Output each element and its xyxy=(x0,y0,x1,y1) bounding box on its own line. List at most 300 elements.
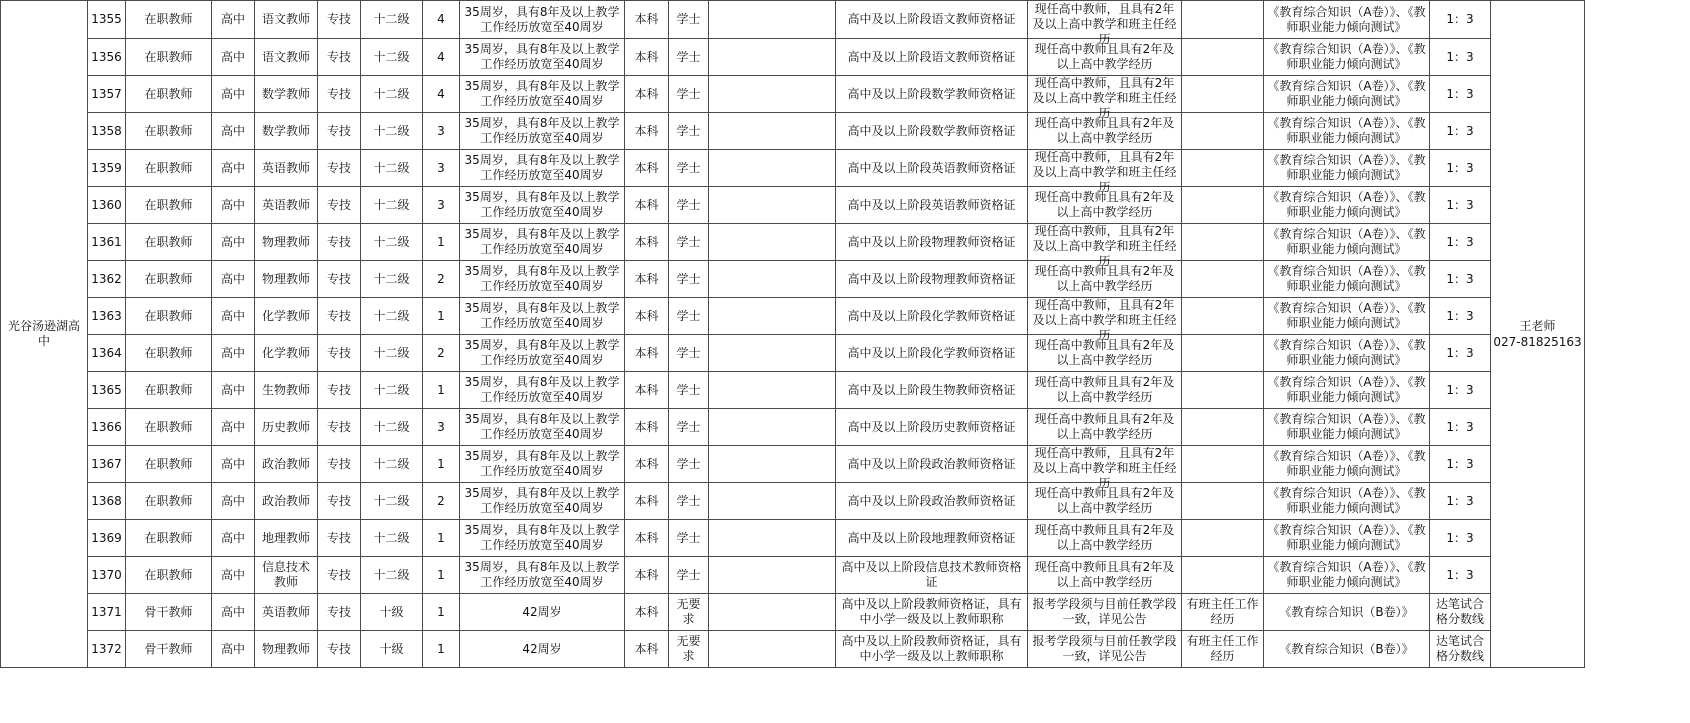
row-count-text: 1 xyxy=(437,567,445,582)
row-age-text: 35周岁，具有8年及以上教学工作经历放宽至40周岁 xyxy=(464,560,620,589)
row-requirement-text: 现任高中教师且具有2年及以上高中教学经历 xyxy=(1034,486,1175,515)
row-count-text: 1 xyxy=(437,456,445,471)
row-ratio-text: 1：3 xyxy=(1446,12,1474,26)
row-age xyxy=(460,520,625,557)
row-certificate xyxy=(836,520,1028,557)
row-category xyxy=(126,409,212,446)
row-level-text: 十二级 xyxy=(373,271,410,286)
row-ratio xyxy=(1430,520,1491,557)
row-education xyxy=(625,483,669,520)
row-post-text: 数学教师 xyxy=(261,123,310,138)
row-category-text: 在职教师 xyxy=(144,456,193,471)
row-age-text: 42周岁 xyxy=(522,641,562,656)
row-certificate-text: 高中及以上阶段化学教师资格证 xyxy=(847,345,1016,360)
row-requirement-text: 现任高中教师，且具有2年及以上高中教学和班主任经历 xyxy=(1032,76,1177,120)
row-extra xyxy=(1182,224,1264,261)
row-count xyxy=(423,631,460,668)
row-category-text: 在职教师 xyxy=(144,197,193,212)
row-degree-text: 学士 xyxy=(676,123,701,138)
row-category-text: 在职教师 xyxy=(144,86,193,101)
row-code xyxy=(88,76,126,113)
row-major xyxy=(709,483,836,520)
row-ratio xyxy=(1430,594,1491,631)
row-ratio xyxy=(1430,113,1491,150)
row-ratio xyxy=(1430,298,1491,335)
row-requirement xyxy=(1028,446,1182,490)
row-type-text: 专技 xyxy=(326,456,351,471)
row-ratio-text: 达笔试合格分数线 xyxy=(1435,597,1484,626)
row-level-text: 十二级 xyxy=(373,345,410,360)
row-major xyxy=(709,335,836,372)
row-code-text: 1360 xyxy=(91,197,122,212)
row-category-text: 在职教师 xyxy=(144,345,193,360)
row-exam-subject-text: 《教育综合知识（A卷）》、《教师职业能力倾向测试》 xyxy=(1267,42,1426,71)
row-age xyxy=(460,446,625,483)
row-exam-subject xyxy=(1264,594,1430,631)
row-post xyxy=(255,39,318,76)
row-post-text: 物理教师 xyxy=(261,234,310,249)
row-degree xyxy=(669,150,709,187)
row-post-text: 信息技术教师 xyxy=(261,560,310,589)
row-segment-text: 高中 xyxy=(220,123,245,138)
row-post xyxy=(255,1,318,39)
row-category xyxy=(126,224,212,261)
row-major xyxy=(709,298,836,335)
row-education-text: 本科 xyxy=(634,49,659,64)
row-code xyxy=(88,150,126,187)
row-code-text: 1371 xyxy=(91,604,122,619)
row-exam-subject xyxy=(1264,520,1430,557)
row-type xyxy=(318,520,361,557)
row-type xyxy=(318,557,361,594)
row-post xyxy=(255,298,318,335)
row-education-text: 本科 xyxy=(634,567,659,582)
row-count-text: 1 xyxy=(437,604,445,619)
row-certificate-text: 高中及以上阶段英语教师资格证 xyxy=(847,197,1016,212)
table-body xyxy=(1,1,1585,668)
row-exam-subject xyxy=(1264,483,1430,520)
row-exam-subject-text: 《教育综合知识（A卷）》、《教师职业能力倾向测试》 xyxy=(1267,560,1426,589)
row-level xyxy=(361,446,423,483)
row-ratio-text: 1：3 xyxy=(1446,456,1474,471)
row-category xyxy=(126,76,212,113)
row-age xyxy=(460,298,625,335)
row-type-text: 专技 xyxy=(326,567,351,582)
row-education xyxy=(625,224,669,261)
row-post xyxy=(255,446,318,483)
row-ratio xyxy=(1430,409,1491,446)
row-segment-text: 高中 xyxy=(220,382,245,397)
row-type xyxy=(318,224,361,261)
row-type-text: 专技 xyxy=(326,86,351,101)
row-post-text: 地理教师 xyxy=(261,530,310,545)
row-segment xyxy=(212,1,255,39)
row-certificate-text: 高中及以上阶段数学教师资格证 xyxy=(847,86,1016,101)
row-post xyxy=(255,594,318,631)
row-post-text: 物理教师 xyxy=(261,641,310,656)
row-post-text: 化学教师 xyxy=(261,345,310,360)
row-exam-subject-text: 《教育综合知识（A卷）》、《教师职业能力倾向测试》 xyxy=(1267,301,1426,330)
row-post-text: 历史教师 xyxy=(261,419,310,434)
row-type-text: 专技 xyxy=(326,197,351,212)
row-age xyxy=(460,76,625,113)
row-level xyxy=(361,409,423,446)
row-degree xyxy=(669,224,709,261)
row-exam-subject xyxy=(1264,261,1430,298)
row-type xyxy=(318,113,361,150)
row-extra xyxy=(1182,520,1264,557)
row-code-text: 1358 xyxy=(91,123,122,138)
row-requirement xyxy=(1028,335,1182,372)
row-certificate xyxy=(836,409,1028,446)
row-major xyxy=(709,631,836,668)
row-type xyxy=(318,76,361,113)
row-exam-subject xyxy=(1264,150,1430,187)
row-segment xyxy=(212,520,255,557)
contact-cell xyxy=(1491,1,1585,668)
row-category-text: 在职教师 xyxy=(144,49,193,64)
row-education-text: 本科 xyxy=(634,160,659,175)
row-segment-text: 高中 xyxy=(220,604,245,619)
row-exam-subject xyxy=(1264,557,1430,594)
row-category-text: 在职教师 xyxy=(144,271,193,286)
row-segment xyxy=(212,113,255,150)
row-segment-text: 高中 xyxy=(220,160,245,175)
row-education xyxy=(625,520,669,557)
row-category xyxy=(126,39,212,76)
row-requirement xyxy=(1028,557,1182,594)
row-segment xyxy=(212,298,255,335)
row-post-text: 物理教师 xyxy=(261,271,310,286)
row-level xyxy=(361,631,423,668)
row-code-text: 1357 xyxy=(91,86,122,101)
row-post-text: 政治教师 xyxy=(261,493,310,508)
row-exam-subject xyxy=(1264,1,1430,39)
row-segment-text: 高中 xyxy=(220,234,245,249)
row-exam-subject-text: 《教育综合知识（B卷）》 xyxy=(1279,641,1414,656)
row-post xyxy=(255,150,318,187)
row-category xyxy=(126,298,212,335)
row-count xyxy=(423,39,460,76)
row-type xyxy=(318,409,361,446)
row-count xyxy=(423,1,460,39)
row-education-text: 本科 xyxy=(634,308,659,323)
row-code-text: 1366 xyxy=(91,419,122,434)
row-requirement xyxy=(1028,150,1182,194)
row-certificate-text: 高中及以上阶段生物教师资格证 xyxy=(847,382,1016,397)
row-category-text: 骨干教师 xyxy=(144,641,193,656)
row-category xyxy=(126,335,212,372)
row-education xyxy=(625,39,669,76)
row-level-text: 十二级 xyxy=(373,234,410,249)
row-count-text: 1 xyxy=(437,641,445,656)
row-degree xyxy=(669,520,709,557)
row-certificate xyxy=(836,557,1028,594)
row-education xyxy=(625,261,669,298)
row-requirement-text: 现任高中教师，且具有2年及以上高中教学和班主任经历 xyxy=(1032,298,1177,342)
row-type xyxy=(318,483,361,520)
row-exam-subject xyxy=(1264,298,1430,335)
row-count-text: 2 xyxy=(437,493,445,508)
row-degree xyxy=(669,557,709,594)
row-level-text: 十级 xyxy=(379,641,404,656)
row-code xyxy=(88,446,126,483)
row-level-text: 十二级 xyxy=(373,493,410,508)
row-degree xyxy=(669,631,709,668)
row-code xyxy=(88,335,126,372)
row-education xyxy=(625,409,669,446)
row-code xyxy=(88,187,126,224)
row-post-text: 生物教师 xyxy=(261,382,310,397)
row-segment xyxy=(212,557,255,594)
row-code-text: 1368 xyxy=(91,493,122,508)
row-age-text: 35周岁，具有8年及以上教学工作经历放宽至40周岁 xyxy=(464,79,620,108)
row-exam-subject-text: 《教育综合知识（A卷）》、《教师职业能力倾向测试》 xyxy=(1267,264,1426,293)
row-exam-subject-text: 《教育综合知识（A卷）》、《教师职业能力倾向测试》 xyxy=(1267,190,1426,219)
row-exam-subject xyxy=(1264,409,1430,446)
row-extra-text: 有班主任工作经历 xyxy=(1186,597,1259,626)
row-count-text: 1 xyxy=(437,530,445,545)
row-certificate xyxy=(836,224,1028,261)
row-count-text: 3 xyxy=(437,123,445,138)
row-category xyxy=(126,1,212,39)
row-certificate xyxy=(836,187,1028,224)
row-post-text: 化学教师 xyxy=(261,308,310,323)
row-extra xyxy=(1182,187,1264,224)
table-row xyxy=(1,335,1585,372)
row-ratio xyxy=(1430,261,1491,298)
row-count xyxy=(423,298,460,335)
row-age xyxy=(460,557,625,594)
row-education-text: 本科 xyxy=(634,641,659,656)
row-ratio-text: 1：3 xyxy=(1446,567,1474,582)
row-level-text: 十二级 xyxy=(373,197,410,212)
row-level-text: 十级 xyxy=(379,604,404,619)
row-post xyxy=(255,187,318,224)
row-exam-subject xyxy=(1264,631,1430,668)
row-post xyxy=(255,76,318,113)
row-type xyxy=(318,594,361,631)
row-degree xyxy=(669,76,709,113)
row-age-text: 35周岁，具有8年及以上教学工作经历放宽至40周岁 xyxy=(464,264,620,293)
row-age-text: 35周岁，具有8年及以上教学工作经历放宽至40周岁 xyxy=(464,449,620,478)
row-type-text: 专技 xyxy=(326,604,351,619)
unit-name-cell: 光谷汤逊湖高中 xyxy=(1,1,88,668)
row-exam-subject-text: 《教育综合知识（A卷）》、《教师职业能力倾向测试》 xyxy=(1267,4,1426,34)
row-category-text: 在职教师 xyxy=(144,123,193,138)
row-education xyxy=(625,298,669,335)
row-exam-subject-text: 《教育综合知识（B卷）》 xyxy=(1279,604,1414,619)
row-type xyxy=(318,335,361,372)
row-degree-text: 学士 xyxy=(676,456,701,471)
row-extra xyxy=(1182,39,1264,76)
row-age-text: 35周岁，具有8年及以上教学工作经历放宽至40周岁 xyxy=(464,338,620,367)
row-education xyxy=(625,113,669,150)
row-ratio-text: 1：3 xyxy=(1446,234,1474,249)
table-row xyxy=(1,1,1585,39)
row-ratio-text: 1：3 xyxy=(1446,493,1474,508)
row-code xyxy=(88,594,126,631)
row-education-text: 本科 xyxy=(634,197,659,212)
row-code xyxy=(88,1,126,39)
row-count-text: 2 xyxy=(437,345,445,360)
row-segment-text: 高中 xyxy=(220,493,245,508)
table-row xyxy=(1,594,1585,631)
row-certificate-text: 高中及以上阶段教师资格证，具有中小学一级及以上教师职称 xyxy=(841,634,1022,663)
row-count xyxy=(423,335,460,372)
row-code xyxy=(88,409,126,446)
row-level xyxy=(361,224,423,261)
row-extra xyxy=(1182,113,1264,150)
row-count xyxy=(423,150,460,187)
row-count-text: 3 xyxy=(437,419,445,434)
row-type-text: 专技 xyxy=(326,12,351,26)
row-level-text: 十二级 xyxy=(373,49,410,64)
row-level xyxy=(361,372,423,409)
row-ratio xyxy=(1430,446,1491,483)
row-degree xyxy=(669,187,709,224)
row-ratio-text: 1：3 xyxy=(1446,530,1474,545)
row-segment-text: 高中 xyxy=(220,419,245,434)
row-segment-text: 高中 xyxy=(220,86,245,101)
row-requirement-text: 现任高中教师，且具有2年及以上高中教学和班主任经历 xyxy=(1032,1,1177,46)
row-education xyxy=(625,335,669,372)
row-ratio-text: 1：3 xyxy=(1446,86,1474,101)
row-certificate-text: 高中及以上阶段政治教师资格证 xyxy=(847,456,1016,471)
row-category xyxy=(126,187,212,224)
row-education-text: 本科 xyxy=(634,419,659,434)
row-segment xyxy=(212,372,255,409)
row-level xyxy=(361,150,423,187)
row-age-text: 42周岁 xyxy=(522,604,562,619)
row-degree xyxy=(669,446,709,483)
row-major xyxy=(709,187,836,224)
row-requirement xyxy=(1028,39,1182,76)
row-degree xyxy=(669,113,709,150)
row-category-text: 骨干教师 xyxy=(144,604,193,619)
row-requirement xyxy=(1028,224,1182,268)
row-code xyxy=(88,631,126,668)
row-extra-text: 有班主任工作经历 xyxy=(1186,634,1259,663)
row-segment xyxy=(212,335,255,372)
row-count xyxy=(423,409,460,446)
row-type-text: 专技 xyxy=(326,308,351,323)
row-ratio xyxy=(1430,335,1491,372)
table-row xyxy=(1,520,1585,557)
row-post-text: 语文教师 xyxy=(261,12,310,26)
row-exam-subject xyxy=(1264,446,1430,483)
row-category xyxy=(126,372,212,409)
row-extra xyxy=(1182,372,1264,409)
row-level xyxy=(361,483,423,520)
table-row xyxy=(1,446,1585,483)
row-segment xyxy=(212,261,255,298)
row-exam-subject xyxy=(1264,39,1430,76)
row-segment xyxy=(212,39,255,76)
row-exam-subject-text: 《教育综合知识（A卷）》、《教师职业能力倾向测试》 xyxy=(1267,153,1426,182)
row-degree-text: 无要求 xyxy=(676,634,701,663)
row-degree-text: 学士 xyxy=(676,419,701,434)
row-requirement-text: 现任高中教师，且具有2年及以上高中教学和班主任经历 xyxy=(1032,446,1177,490)
row-major xyxy=(709,113,836,150)
row-major xyxy=(709,150,836,187)
row-degree-text: 学士 xyxy=(676,530,701,545)
row-type xyxy=(318,150,361,187)
row-post xyxy=(255,631,318,668)
row-ratio xyxy=(1430,39,1491,76)
row-requirement xyxy=(1028,372,1182,409)
row-category xyxy=(126,631,212,668)
row-segment-text: 高中 xyxy=(220,12,245,26)
row-major xyxy=(709,594,836,631)
row-exam-subject-text: 《教育综合知识（A卷）》、《教师职业能力倾向测试》 xyxy=(1267,449,1426,478)
row-education-text: 本科 xyxy=(634,234,659,249)
row-exam-subject xyxy=(1264,76,1430,113)
row-post-text: 数学教师 xyxy=(261,86,310,101)
row-requirement-text: 现任高中教师，且具有2年及以上高中教学和班主任经历 xyxy=(1032,224,1177,268)
row-requirement xyxy=(1028,187,1182,224)
row-count-text: 1 xyxy=(437,382,445,397)
row-requirement xyxy=(1028,594,1182,631)
row-extra xyxy=(1182,335,1264,372)
row-extra xyxy=(1182,409,1264,446)
row-category xyxy=(126,113,212,150)
row-code-text: 1355 xyxy=(91,12,122,26)
row-type-text: 专技 xyxy=(326,123,351,138)
row-age-text: 35周岁，具有8年及以上教学工作经历放宽至40周岁 xyxy=(464,486,620,515)
row-segment xyxy=(212,409,255,446)
row-code-text: 1364 xyxy=(91,345,122,360)
row-age-text: 35周岁，具有8年及以上教学工作经历放宽至40周岁 xyxy=(464,4,620,34)
row-education xyxy=(625,446,669,483)
row-education-text: 本科 xyxy=(634,271,659,286)
row-degree xyxy=(669,261,709,298)
row-type-text: 专技 xyxy=(326,382,351,397)
row-extra xyxy=(1182,631,1264,668)
row-exam-subject-text: 《教育综合知识（A卷）》、《教师职业能力倾向测试》 xyxy=(1267,412,1426,441)
row-code-text: 1370 xyxy=(91,567,122,582)
row-code-text: 1356 xyxy=(91,49,122,64)
row-ratio-text: 1：3 xyxy=(1446,308,1474,323)
row-extra xyxy=(1182,446,1264,483)
row-category-text: 在职教师 xyxy=(144,567,193,582)
row-degree-text: 学士 xyxy=(676,86,701,101)
row-extra xyxy=(1182,1,1264,39)
row-certificate-text: 高中及以上阶段物理教师资格证 xyxy=(847,271,1016,286)
row-category xyxy=(126,150,212,187)
row-type-text: 专技 xyxy=(326,493,351,508)
row-type-text: 专技 xyxy=(326,345,351,360)
row-major xyxy=(709,261,836,298)
row-code-text: 1372 xyxy=(91,641,122,656)
row-requirement-text: 现任高中教师，且具有2年及以上高中教学和班主任经历 xyxy=(1032,150,1177,194)
row-requirement-text: 现任高中教师且具有2年及以上高中教学经历 xyxy=(1034,42,1175,71)
row-exam-subject xyxy=(1264,224,1430,261)
row-education-text: 本科 xyxy=(634,123,659,138)
row-certificate xyxy=(836,1,1028,39)
row-post-text: 英语教师 xyxy=(261,197,310,212)
row-count-text: 1 xyxy=(437,234,445,249)
row-degree-text: 学士 xyxy=(676,197,701,212)
row-level xyxy=(361,113,423,150)
row-type xyxy=(318,187,361,224)
row-code xyxy=(88,520,126,557)
row-segment xyxy=(212,76,255,113)
row-degree xyxy=(669,483,709,520)
row-major xyxy=(709,557,836,594)
row-ratio-text: 1：3 xyxy=(1446,345,1474,360)
row-degree xyxy=(669,594,709,631)
